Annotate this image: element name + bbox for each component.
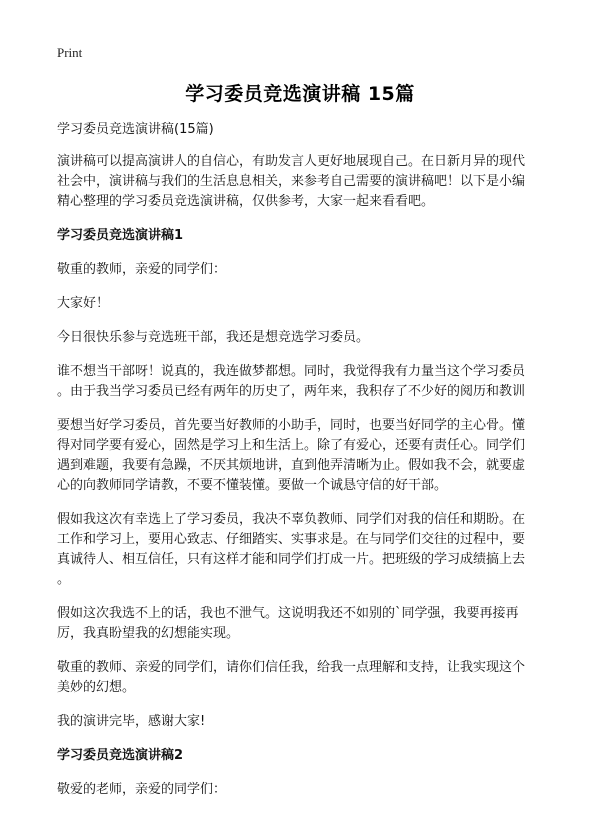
greeting: 敬重的教师，亲爱的同学们： [57,262,227,277]
closing-line: 我的演讲完毕，感谢大家! [57,714,206,729]
paragraph-line: 得对同学要有爱心，固然是学习上和生活上。除了有爱心，还要有责任心。同学们 [57,438,526,453]
intro-line: 精心整理的学习委员竞选演讲稿，仅供参考，大家一起来看看吧。 [57,194,435,209]
intro-line: 演讲稿可以提高演讲人的自信心，有助发言人更好地展现自己。在日新月异的现代 [57,154,526,169]
paragraph [57,658,557,698]
paragraph-line: 谁不想当干部呀！说真的，我连做梦都想。同时，我觉得我有力量当这个学习委员 [57,364,526,379]
intro-paragraph [57,152,557,212]
greeting: 敬爱的老师，亲爱的同学们： [57,782,227,797]
hello-line: 大家好！ [57,296,110,311]
paragraph [57,362,557,402]
paragraph [57,416,557,496]
print-label: Print [57,45,83,60]
paragraph-line: 遇到难题，我要有急躁，不厌其烦地讲，直到他弄清晰为止。假如我不会，就要虚 [57,458,526,473]
paragraph: 今日很快乐参与竞选班干部，我还是想竞选学习委员。 [57,330,370,345]
paragraph-line: 。 [57,572,71,587]
document-title: 学习委员竞选演讲稿 15篇 [185,83,415,105]
paragraph-line: 美妙的幻想。 [57,680,136,695]
document-body [57,120,557,814]
paragraph-line: 。由于我当学习委员已经有两年的历史了，两年来，我积存了不少好的阅历和教训 [57,384,526,399]
paragraph-line: 要想当好学习委员，首先要当好教师的小助手，同时，也要当好同学的主心骨。懂 [57,418,526,433]
paragraph-line: 心的向教师同学请教，不要不懂装懂。要做一个诚恳守信的好干部。 [57,478,448,493]
section-heading: 学习委员竞选演讲稿1 [57,228,184,243]
document-subtitle: 学习委员竞选演讲稿(15篇) [57,122,214,137]
paragraph-line: 敬重的教师、亲爱的同学们，请你们信任我，给我一点理解和支持，让我实现这个 [57,660,526,675]
paragraph [57,510,557,590]
paragraph-line: 假如我这次有幸选上了学习委员，我决不辜负教师、同学们对我的信任和期盼。在 [57,512,526,527]
paragraph-line: 假如这次我选不上的话，我也不泄气。这说明我还不如别的`同学强，我要再接再 [57,606,519,621]
paragraph-line: 工作和学习上，要用心致志、仔细踏实、实事求是。在与同学们交往的过程中，要 [57,532,526,547]
intro-line: 社会中，演讲稿与我们的生活息息相关，来参考自己需要的演讲稿吧！以下是小编 [57,174,526,189]
section-heading: 学习委员竞选演讲稿2 [57,748,184,763]
paragraph [57,604,557,644]
paragraph-line: 厉，我真盼望我的幻想能实现。 [57,626,240,641]
paragraph-line: 真诚待人、相互信任，只有这样才能和同学们打成一片。把班级的学习成绩搞上去 [57,552,526,567]
